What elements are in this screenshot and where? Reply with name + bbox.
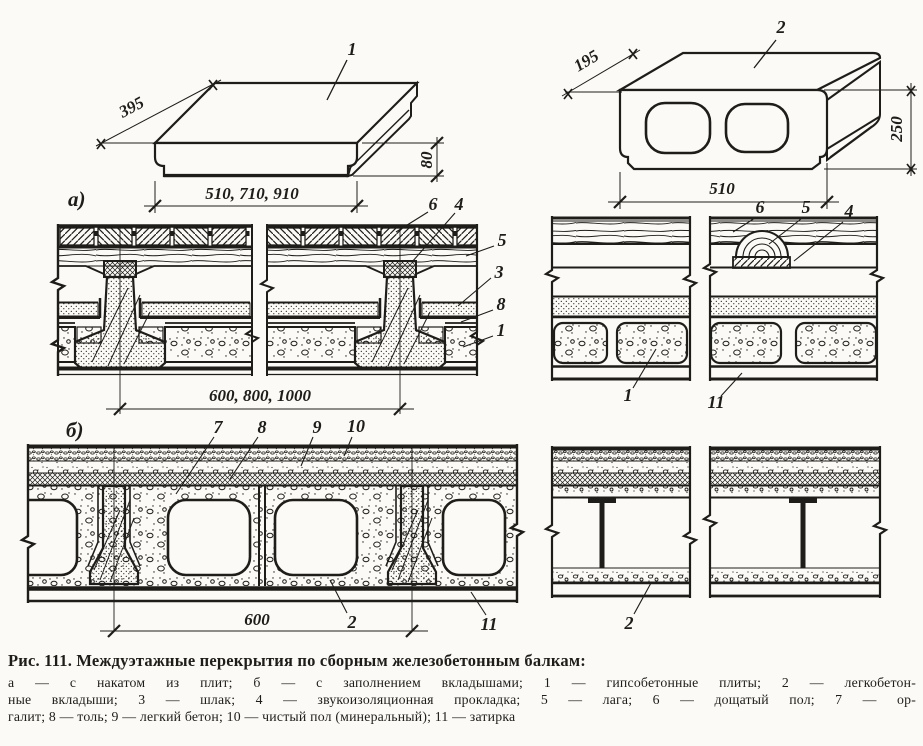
caption-legend-line: галит; 8 — толь; 9 — легкий бетон; 10 — чистый пол (минеральный); 11 — затирка	[8, 709, 516, 725]
light-concrete-layer	[28, 461, 517, 473]
tar-paper-layer	[552, 473, 690, 485]
beam-flange-band	[552, 568, 690, 582]
beam-web	[588, 497, 616, 568]
callout-3: 3	[494, 262, 504, 282]
sound-pad	[733, 257, 790, 268]
callout-5: 5	[801, 197, 811, 217]
section-b-longitudinal	[546, 446, 886, 614]
callout-11: 11	[707, 392, 725, 412]
plate-thickness-dim-text: 80	[417, 151, 436, 169]
clean-floor-layer	[28, 448, 517, 461]
panel-letter-a: а)	[68, 187, 86, 211]
concrete-beam	[75, 277, 445, 369]
callout-1: 1	[496, 320, 506, 340]
callout-8: 8	[496, 294, 506, 314]
callout-9: 9	[312, 417, 322, 437]
clean-floor-layer	[552, 450, 690, 461]
block-depth-dim-text: 195	[570, 46, 603, 76]
callout-1: 1	[623, 385, 633, 405]
block-width-dim-text: 510	[709, 179, 735, 198]
caption-legend-line: а — с накатом из плит; б — с заполнением вкладышами; 1 — гипсобетонные плиты; 2 — легкобетон-	[8, 675, 916, 690]
caption-title: Рис. 111. Междуэтажные перекрытия по сборным железобетонным балкам:	[8, 651, 586, 670]
slag-layer	[552, 296, 877, 317]
callout-2: 2	[347, 612, 357, 632]
gypsum-plates-layer	[554, 323, 876, 363]
callout-leader	[634, 583, 651, 614]
callout-7: 7	[213, 417, 223, 437]
callout-8: 8	[257, 417, 267, 437]
section-b-spacing-dim-text: 600	[244, 610, 270, 629]
section-a-longitudinal	[546, 216, 883, 396]
panel-letter-b: б)	[66, 418, 84, 442]
plate-callout-number: 1	[347, 39, 357, 59]
callout-6: 6	[755, 197, 765, 217]
callout-11: 11	[480, 614, 498, 634]
light-concrete-layer	[552, 461, 690, 473]
plate-width-dim-text: 510, 710, 910	[205, 184, 299, 203]
callout-6: 6	[428, 194, 438, 214]
block-callout-number: 2	[776, 17, 786, 37]
section-b-cross	[0, 437, 523, 637]
figure-caption	[8, 651, 916, 725]
block-perspective-view	[562, 40, 917, 209]
callout-4: 4	[844, 201, 854, 221]
wood-floor-layer	[552, 221, 690, 243]
callout-5: 5	[497, 230, 507, 250]
caption-legend-line: ные вкладыши; 3 — шлак; 4 — звукоизоляционная прокладка; 5 — лага; 6 — дощатый пол; 7 — ор-	[8, 692, 916, 708]
callout-4: 4	[454, 194, 464, 214]
section-a-spacing-dim-text: 600, 800, 1000	[209, 386, 311, 405]
plate-depth-dim-text: 395	[115, 92, 148, 122]
block-height-dim-text: 250	[887, 116, 906, 142]
callout-2: 2	[624, 613, 634, 633]
callout-10: 10	[347, 416, 365, 436]
beam-web	[789, 497, 817, 568]
tar-paper-layer	[28, 473, 517, 485]
section-a-cross	[52, 212, 494, 415]
